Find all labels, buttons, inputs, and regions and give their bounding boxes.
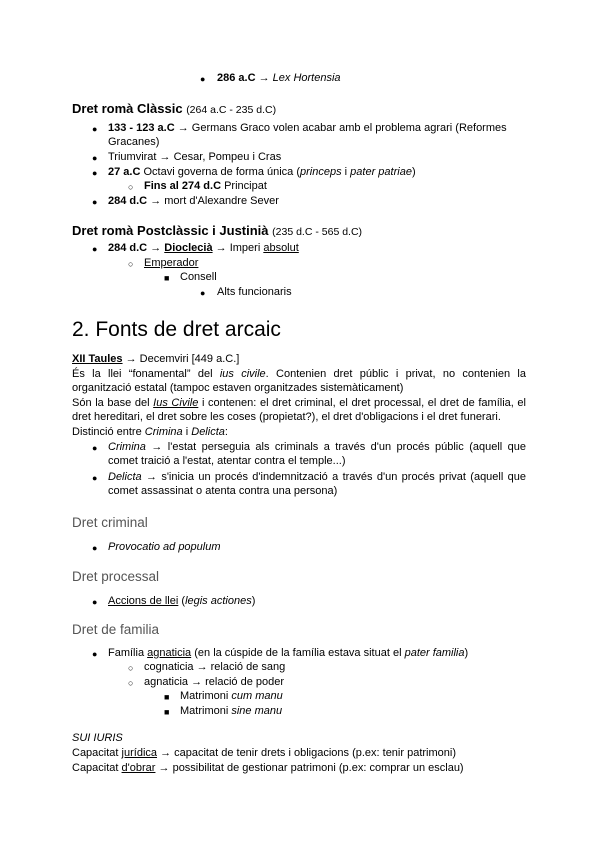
paragraph-3: Distinció entre Crimina i Delicta: bbox=[72, 426, 228, 438]
criminal-item: Provocatio ad populum bbox=[108, 541, 221, 553]
crimina-item: Crimina → l'estat perseguia als criminals a través d'un procés públic (aquell que comet traició a l'estat, atentar contra el temple...) bbox=[108, 441, 527, 467]
classic-item-1-cont: Gracanes) bbox=[108, 136, 160, 148]
bullet: ● bbox=[92, 443, 98, 453]
delicta-item: Delicta → s'inicia un procés d'indemnització a través d'un procés privat (aquell que comet assassinat o atenta contra una persona) bbox=[108, 471, 527, 497]
bullet: ● bbox=[200, 288, 206, 298]
hollow-bullet: ○ bbox=[128, 182, 134, 192]
postclassic-item: 284 d.C → Dioclecià → Imperi absolut bbox=[108, 242, 299, 254]
sui-heading: SUI IURIS bbox=[72, 732, 123, 744]
section-heading: 2. Fonts de dret arcaic bbox=[72, 318, 281, 341]
hollow-bullet: ○ bbox=[128, 663, 134, 673]
familia-item: Família agnaticia (en la cúspide de la família estava situat el pater familia) bbox=[108, 647, 469, 659]
bullet: ● bbox=[92, 597, 98, 607]
bullet: ● bbox=[92, 197, 98, 207]
top-item: 286 a.C → Lex Hortensia bbox=[217, 72, 341, 84]
square-bullet: ■ bbox=[164, 707, 170, 717]
xii-taules: XII Taules → Decemviri [449 a.C.] bbox=[72, 353, 240, 365]
processal-item: Accions de llei (legis actiones) bbox=[108, 595, 256, 607]
postclassic-sub2: Consell bbox=[180, 271, 217, 283]
square-bullet: ■ bbox=[164, 692, 170, 702]
bullet: ● bbox=[200, 74, 206, 84]
postclassic-heading: Dret romà Postclàssic i Justinià (235 d.C - 565 d.C) bbox=[72, 223, 363, 238]
bullet: ● bbox=[92, 473, 98, 483]
paragraph-2: Són la base del Ius Civile i contenen: el dret criminal, el dret processal, el dret de família, el dret hereditari, el dret sobre les coses (propietat?), el dret d'obligacions i el dret funerari. bbox=[72, 397, 526, 423]
classic-item-5: 284 d.C → mort d'Alexandre Sever bbox=[108, 195, 279, 207]
classic-heading: Dret romà Clàssic (264 a.C - 235 d.C) bbox=[72, 101, 277, 116]
bullet: ● bbox=[92, 153, 98, 163]
familia-sub3: Matrimoni cum manu bbox=[180, 690, 283, 702]
sui-line-1: Capacitat jurídica → capacitat de tenir drets i obligacions (p.ex: tenir patrimoni) bbox=[72, 747, 456, 759]
processal-heading: Dret processal bbox=[72, 569, 160, 584]
hollow-bullet: ○ bbox=[128, 678, 134, 688]
postclassic-sub1: Emperador bbox=[144, 257, 199, 269]
paragraph-1: És la llei “fonamental” del ius civile. Contenien dret públic i privat, no contenien la organització estatal (tampoc estaven organitzades sistemàticament) bbox=[72, 368, 526, 394]
familia-sub2: agnaticia → relació de poder bbox=[144, 676, 285, 688]
bullet: ● bbox=[92, 124, 98, 134]
criminal-heading: Dret criminal bbox=[72, 515, 148, 530]
postclassic-sub3: Alts funcionaris bbox=[217, 286, 292, 298]
classic-item-3: 27 a.C Octavi governa de forma única (princeps i pater patriae) bbox=[108, 166, 416, 178]
familia-heading: Dret de familia bbox=[72, 622, 160, 637]
bullet: ● bbox=[92, 244, 98, 254]
sui-line-2: Capacitat d'obrar → possibilitat de gestionar patrimoni (p.ex: comprar un esclau) bbox=[72, 762, 464, 774]
square-bullet: ■ bbox=[164, 273, 170, 283]
bullet: ● bbox=[92, 543, 98, 553]
bullet: ● bbox=[92, 649, 98, 659]
familia-sub1: cognaticia → relació de sang bbox=[144, 661, 286, 673]
bullet: ● bbox=[92, 168, 98, 178]
classic-subitem: Fins al 274 d.C Principat bbox=[144, 180, 267, 192]
classic-item-1: 133 - 123 a.C → Germans Graco volen acabar amb el problema agrari (Reformes bbox=[108, 122, 507, 134]
familia-sub4: Matrimoni sine manu bbox=[180, 705, 283, 717]
classic-item-2: Triumvirat → Cesar, Pompeu i Cras bbox=[108, 151, 282, 163]
hollow-bullet: ○ bbox=[128, 259, 134, 269]
